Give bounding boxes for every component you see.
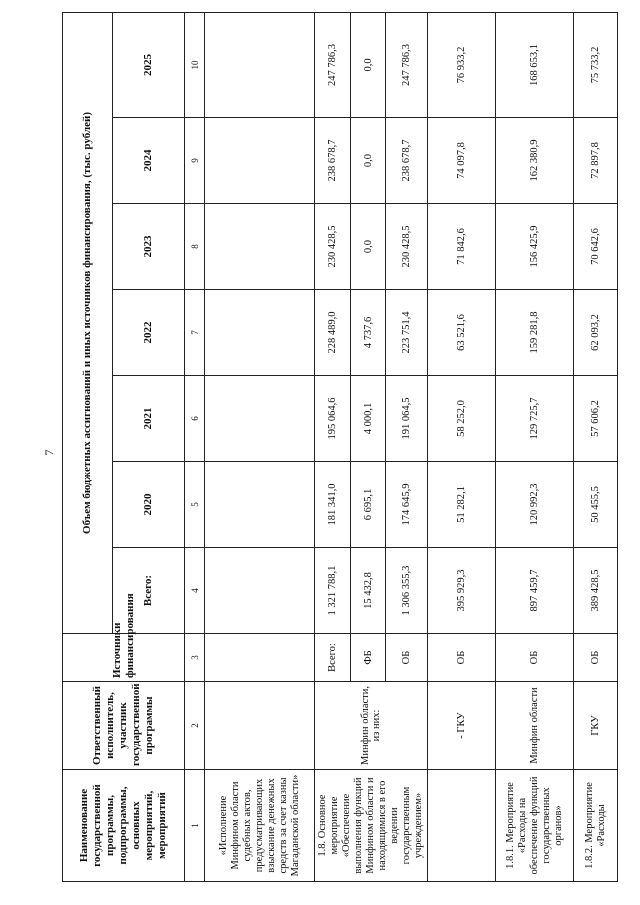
row-name: 1.8.1. Мероприятие «Расходы на обеспечение функций государственных органов» [496, 770, 574, 882]
column-number: 3 [185, 634, 205, 682]
row-name: 1.8. Основное мероприятие «Обеспечение выполнения функций Минфином области и находящимися в его ведении государственным учреждением» [315, 770, 428, 882]
row-value: 129 725,7 [496, 376, 574, 462]
column-number: 2 [185, 682, 205, 770]
column-number: 5 [185, 462, 205, 548]
row-value [205, 290, 315, 376]
header-total: Всего: [113, 548, 185, 634]
row-value [205, 548, 315, 634]
column-number: 4 [185, 548, 205, 634]
row-value: 57 606,2 [574, 376, 618, 462]
header-executor: Ответственный исполнитель, участник государственной программы [63, 682, 185, 770]
row-value: 223 751,4 [386, 290, 428, 376]
row-name: «Исполнение Минфином области судебных актов, предусматривающих взыскание денежных средств за счет казны Магаданской области» [205, 770, 315, 882]
header-year: 2025 [113, 12, 185, 117]
row-value: 6 695,1 [350, 462, 386, 548]
row-source: ОБ [496, 634, 574, 682]
row-value: 1 321 788,1 [315, 548, 351, 634]
row-value: 156 425,9 [496, 204, 574, 290]
row-source: ОБ [386, 634, 428, 682]
row-value: 168 653,1 [496, 12, 574, 117]
row-source: Всего: [315, 634, 351, 682]
column-number: 10 [185, 12, 205, 117]
row-executor: Минфин области [496, 682, 574, 770]
row-value: 195 064,6 [315, 376, 351, 462]
row-value: 238 678,7 [386, 118, 428, 204]
row-value: 71 842,6 [428, 204, 496, 290]
header-name: Наименование государственной программы, подпрограммы, основных мероприятий, мероприятий [63, 770, 185, 882]
row-value: 70 642,6 [574, 204, 618, 290]
row-value: 76 933,2 [428, 12, 496, 117]
row-value: 230 428,5 [315, 204, 351, 290]
row-source: ОБ [574, 634, 618, 682]
column-number: 9 [185, 118, 205, 204]
row-value: 0,0 [350, 12, 386, 117]
row-value: 181 341,0 [315, 462, 351, 548]
row-executor: Минфин области, из них: [315, 682, 428, 770]
row-source: ОБ [428, 634, 496, 682]
row-value: 62 093,2 [574, 290, 618, 376]
column-number: 7 [185, 290, 205, 376]
row-value: 75 733,2 [574, 12, 618, 117]
row-value: 897 459,7 [496, 548, 574, 634]
header-budget-group: Объем бюджетных ассигнований и иных источников финансирования, (тыс. рублей) [63, 12, 113, 633]
column-number: 6 [185, 376, 205, 462]
row-value: 191 064,5 [386, 376, 428, 462]
column-number: 8 [185, 204, 205, 290]
row-value: 247 786,3 [315, 12, 351, 117]
row-value: 50 455,5 [574, 462, 618, 548]
row-value: 72 897,8 [574, 118, 618, 204]
row-value: 238 678,7 [315, 118, 351, 204]
row-value: 230 428,5 [386, 204, 428, 290]
header-source: Источники финансирования [63, 634, 185, 682]
row-executor: - ГКУ [428, 682, 496, 770]
row-value: 174 645,9 [386, 462, 428, 548]
row-value: 159 281,8 [496, 290, 574, 376]
row-executor: ГКУ [574, 682, 618, 770]
row-value [205, 462, 315, 548]
row-value [205, 204, 315, 290]
header-year: 2022 [113, 290, 185, 376]
row-source: ФБ [350, 634, 386, 682]
row-value: 15 432,8 [350, 548, 386, 634]
row-value [205, 12, 315, 117]
header-year: 2024 [113, 118, 185, 204]
header-year: 2020 [113, 462, 185, 548]
row-value: 228 489,0 [315, 290, 351, 376]
row-value: 4 000,1 [350, 376, 386, 462]
row-value: 51 282,1 [428, 462, 496, 548]
row-value [205, 376, 315, 462]
page-number: 7 [42, 449, 56, 456]
row-value: 58 252,0 [428, 376, 496, 462]
row-value: 74 097,8 [428, 118, 496, 204]
column-number: 1 [185, 770, 205, 882]
row-value: 1 306 355,3 [386, 548, 428, 634]
row-source [205, 634, 315, 682]
budget-table [62, 12, 618, 882]
row-value: 0,0 [350, 118, 386, 204]
row-value: 162 380,9 [496, 118, 574, 204]
row-name: 1.8.2. Мероприятие «Расходы [574, 770, 618, 882]
row-value: 63 521,6 [428, 290, 496, 376]
row-value: 0,0 [350, 204, 386, 290]
row-value [205, 118, 315, 204]
row-value: 389 428,5 [574, 548, 618, 634]
header-year: 2021 [113, 376, 185, 462]
row-value: 120 992,3 [496, 462, 574, 548]
row-value: 395 929,3 [428, 548, 496, 634]
row-name [428, 770, 496, 882]
row-value: 4 737,6 [350, 290, 386, 376]
header-year: 2023 [113, 204, 185, 290]
row-executor [205, 682, 315, 770]
row-value: 247 786,3 [386, 12, 428, 117]
